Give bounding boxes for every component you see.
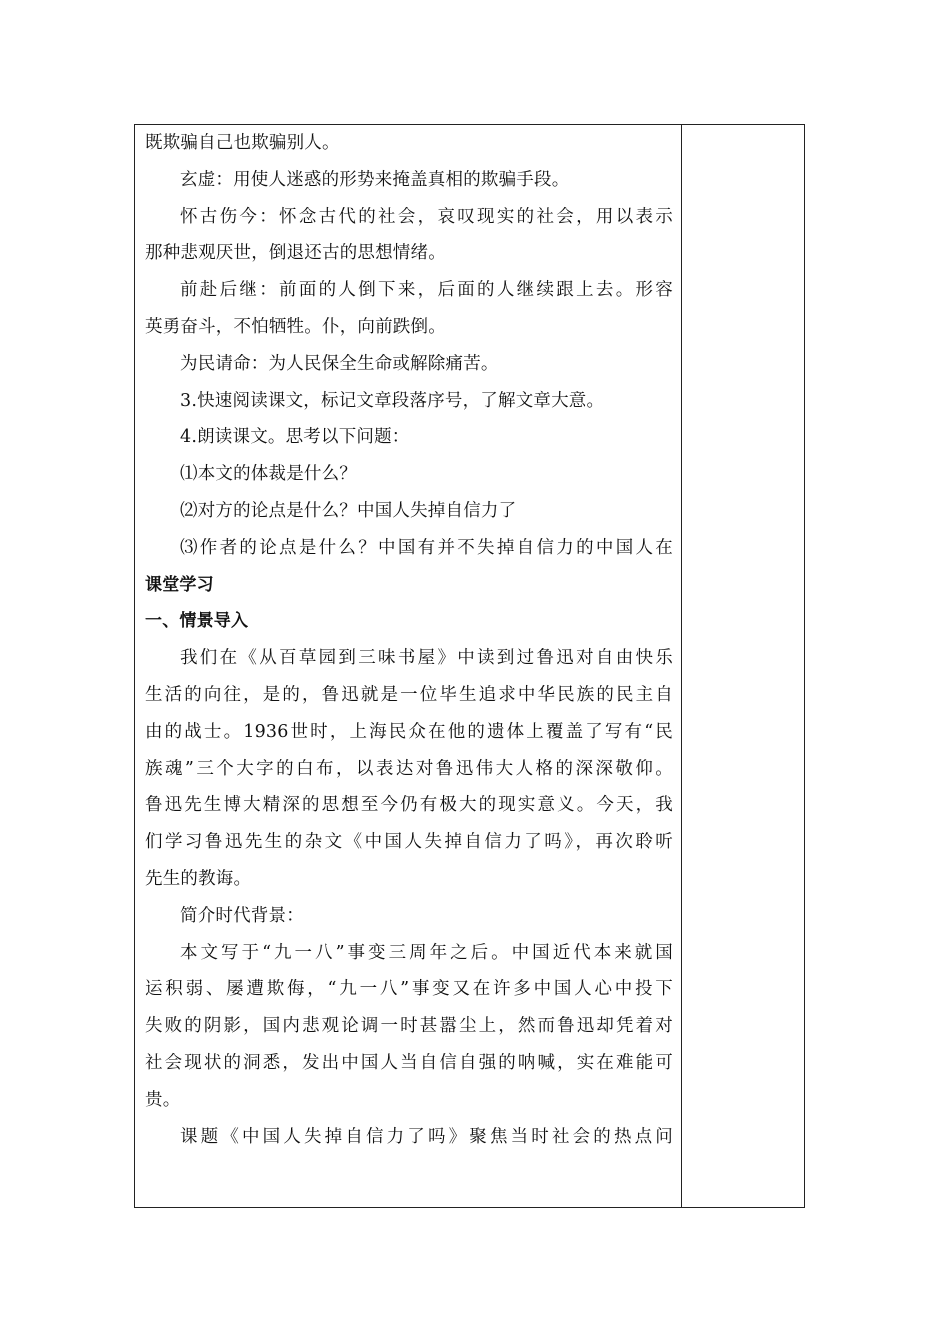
text-line: 既欺骗自己也欺骗别人。 [145,133,340,153]
text-line: 前赴后继：前面的人倒下来，后面的人继续跟上去。形容 [180,280,673,301]
text-line: 英勇奋斗，不怕牺牲。仆，向前跌倒。 [145,316,446,337]
column-divider [681,125,682,1207]
section-heading: 课堂学习 [145,574,214,595]
text-line: ⑶作者的论点是什么？中国有并不失掉自信力的中国人在 [180,537,673,558]
text-line: 本文写于“九一八”事变三周年之后。中国近代本来就国 [180,942,673,963]
document-table [134,124,805,1208]
text-line: 运积弱、屡遭欺侮，“九一八”事变又在许多中国人心中投下 [145,979,673,1000]
text-line: 生活的向往，是的，鲁迅就是一位毕生追求中华民族的民主自 [145,684,673,705]
text-line: 族魂”三个大字的白布，以表达对鲁迅伟大人格的深深敬仰。 [145,758,673,779]
text-line: 由的战士。1936世时，上海民众在他的遗体上覆盖了写有“民 [145,721,673,742]
text-line: 课题《中国人失掉自信力了吗》聚焦当时社会的热点问 [180,1126,673,1147]
text-line: 先生的教诲。 [145,868,252,889]
text-line: 贵。 [145,1089,181,1110]
text-line: 简介时代背景： [180,905,304,926]
text-line: 们学习鲁迅先生的杂文《中国人失掉自信力了吗》，再次聆听 [145,832,673,853]
text-line: 我们在《从百草园到三味书屋》中读到过鲁迅对自由快乐 [180,648,673,669]
text-line: 3.快速阅读课文，标记文章段落序号，了解文章大意。 [180,390,605,411]
section-heading: 一、情景导入 [145,611,249,632]
text-line: 那种悲观厌世，倒退还古的思想情绪。 [145,243,446,264]
text-line: 玄虚：用使人迷惑的形势来掩盖真相的欺骗手段。 [180,169,570,190]
text-line: ⑴本文的体裁是什么？ [180,464,357,485]
text-line: ⑵对方的论点是什么？中国人失掉自信力了 [180,500,517,521]
text-line: 怀古伤今：怀念古代的社会，哀叹现实的社会，用以表示 [180,206,673,227]
text-line: 鲁迅先生博大精深的思想至今仍有极大的现实意义。今天，我 [145,795,673,816]
text-line: 社会现状的洞悉，发出中国人当自信自强的呐喊，实在难能可 [145,1052,673,1073]
text-line: 4.朗读课文。思考以下问题： [180,427,410,448]
text-line: 失败的阴影，国内悲观论调一时甚嚣尘上，然而鲁迅却凭着对 [145,1016,673,1037]
text-line: 为民请命：为人民保全生命或解除痛苦。 [180,353,499,374]
main-text-cell [145,125,673,1155]
